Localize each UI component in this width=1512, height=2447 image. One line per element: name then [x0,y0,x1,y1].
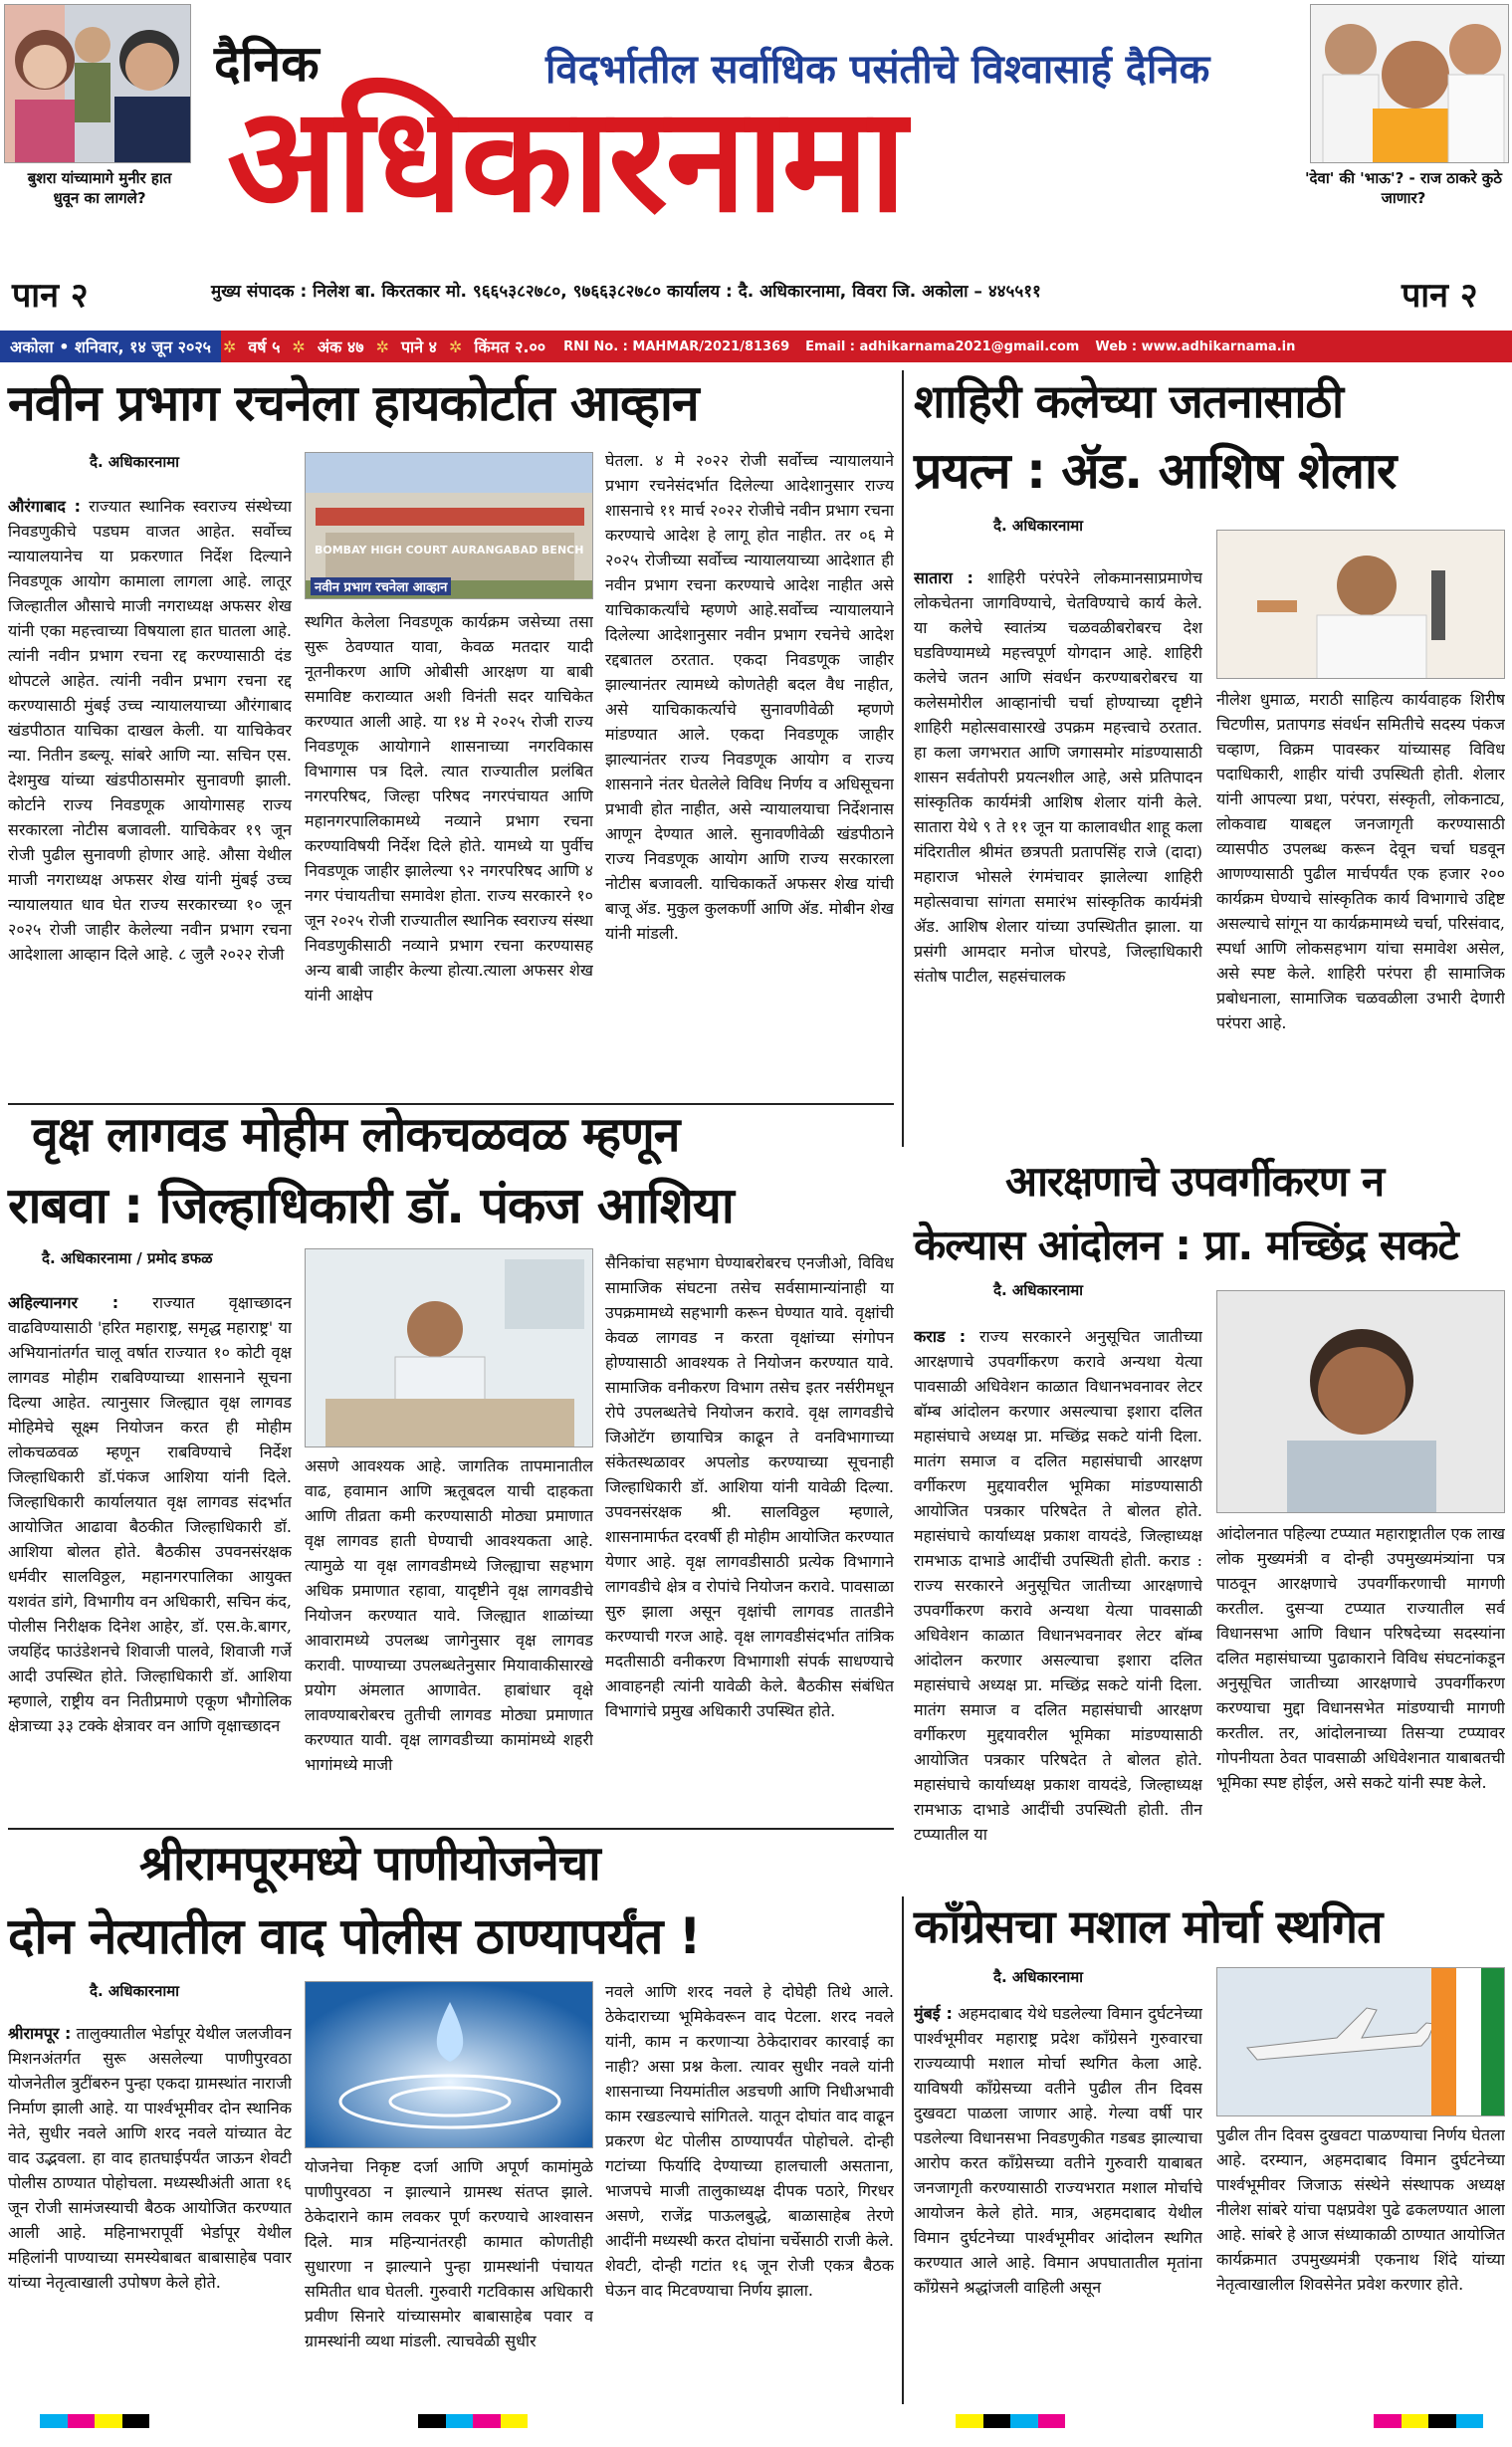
a4-photo [1216,1290,1505,1513]
byline-a2: दै. अधिकारनामा [993,517,1084,535]
masthead-title: अधिकारनामा [227,76,905,245]
email-link[interactable]: Email : adhikarnama2021@gmail.com [805,338,1080,354]
speaker-icon [1217,531,1505,679]
a6-column-2: पुढील तीन दिवस दुखवटा पाळण्याचा निर्णय घेतला आहे. दरम्यान, अहमदाबाद विमान दुर्घटनेच्या पार्श्वभूमीवर जिजाऊ संस्थेने संस्थापक अध्यक्ष नीलेश सांबरे यांचा पक्षप्रवेश पुढे ढकलण्यात आला आहे. सांबरे हे आज संध्याकाळी ठाण्यात आयोजित कार्यक्रमात उपमुख्यमंत्री एकनाथ शिंदे यांच्या नेतृत्वाखालील शिवसेनेत प्रवेश करणार होते. [1216,2125,1505,2294]
headline-a4-line1[interactable]: आरक्षणाचे उपवर्गीकरण न [1005,1157,1385,1206]
a3-column-1 [8,1290,292,1818]
a1-column-3: घेतला. ४ मे २०२२ रोजी सर्वोच्च न्यायालयाने प्रभाग रचनेसंदर्भात दिलेल्या आदेशानुसार राज्य शासनाचे ११ मार्च २०२२ रोजीचे नवीन प्रभाग रचना करण्याचे आदेश हे लागू होत नाहीत. तर ०६ मे २०२५ रोजीच्या सर्वोच्च न्यायालयाच्या आदेशात ही नवीन प्रभाग रचना करण्याचे आदेश नाहीत असे याचिकाकर्त्यांचे म्हणणे आहे.सर्वोच्च न्यायालयाने दिलेल्या आदेशानुसार नवीन प्रभाग रचनेचे आदेश रद्दबातल ठरतात. एकदा निवडणूक जाहीर झाल्यानंतर त्यामध्ये कोणतेही बदल वैध नाहीत, असे याचिकाकर्त्याचे सुनावणीवेळी म्हणणे मांडण्यात आले. एकदा निवडणूक जाहीर झाल्यानंतर राज्य निवडणूक आयोग व राज्य शासनाने नंतर घेतलेले विविध निर्णय व अधिसूचना प्रभावी होत नाहीत, असे न्यायालयाचा निर्देशनास आणून देण्यात आले. सुनावणीवेळी खंडपीठाने राज्य निवडणूक आयोग आणि राज्य सरकारला नोटीस बजावली. याचिकाकर्ते अफसर शेख यांची बाजू ॲड. मुकुल कुलकर्णी आणि ॲड. मोबीन शेख यांनी मांडली. [605,451,894,943]
a6-dateline: मुंबई : [914,2004,953,2023]
left-promo-caption[interactable]: बुशरा यांच्यामागे मुनीर हात धुवून का लागले? [27,169,172,207]
headline-a2-line1[interactable]: शाहिरी कलेच्या जतनासाठी [914,374,1344,428]
a1-photo-sign: BOMBAY HIGH COURT AURANGABAD BENCH [315,544,584,556]
a1-text-1: राज्यात स्थानिक स्वराज्य संस्थेच्या निवडणुकीचे पडघम वाजत आहेत. सर्वोच्च न्यायालयानेच या प्रकरणात निर्देश दिल्याने निवडणूक आयोग कामाला लागला आहे. लातूर जिल्हातील औसाचे माजी नगराध्यक्ष अफसर शेख यांनी एका महत्त्वाच्या विषयाला हात घातला आहे. त्यांनी नवीन प्रभाग रचना रद्द करण्यासाठी दंड थोपटले आहेत. त्यांनी नवीन प्रभाग रचना रद्द करण्यासाठी मुंबई उच्च न्यायालयाच्या औरंगाबाद खंडपीठात याचिका दाखल केली. या याचिकेवर न्या. नितीन डब्ल्यू. सांबरे आणि न्या. सचिन एस. देशमुख यांच्या खंडपीठासमोर सुनावणी झाली. कोर्टाने राज्य निवडणूक आयोगासह राज्य सरकारला नोटीस बजावली. याचिकेवर १९ जून रोजी पुढील सुनावणी होणार आहे. औसा येथील माजी नगराध्यक्ष अफसर शेख यांनी मुंबई उच्च न्यायालयात धाव घेत राज्य सरकारच्या १० जून २०२५ रोजी जाहीर केलेल्या नवीन प्रभाग रचना आदेशाला आव्हान दिले आहे. ८ जुलै २०२२ रोजी [8,497,292,964]
headline-a2-line2[interactable]: प्रयत्न : ॲड. आशिष शेलार [914,442,1397,500]
star-icon: ✲ [222,336,237,356]
airplane-icon [1217,1968,1505,2116]
byline-a3: दै. अधिकारनामा / प्रमोद डफळ [42,1249,213,1267]
a2-text-1: शाहिरी परंपरेने लोकमानसाप्रमाणेच लोकचेतना जागविण्याचे, चेतविण्याचे कार्य केले. या कलेचे स्वातंत्र्य चळवळीबरोबरच देश घडविण्यामध्ये महत्त्वपूर्ण योगदान आहे. शाहिरी कलेचे जतन आणि संवर्धन करण्याबरोबरच या कलेसमोरील आव्हानांची चर्चा होण्याच्या दृष्टीने शाहिरी महोत्सवासारखे उपक्रम महत्त्वाचे ठरतात. हा कला जगभरात आणि जगासमोर मांडण्यासाठी शासन सर्वतोपरी प्रयत्नशील आहे, असे प्रतिपादन सांस्कृतिक कार्यमंत्री आशिष शेलार यांनी केले. सातारा येथे ९ ते ११ जून या कालावधीत शाहू कला मंदिरातील श्रीमंत छत्रपती प्रतापसिंह राजे (दादा) महाराज भोसले रंगमंचावर झालेल्या शाहिरी महोत्सवाचा सांगता समारंभ सांस्कृतिक कार्यमंत्री ॲड. आशिष शेलार यांच्या उपस्थितीत झाला. या प्रसंगी आमदार मनोज घोरपडे, जिल्हाधिकारी संतोष पाटील, सहसंचालक [914,568,1202,986]
a4-text-1: राज्य सरकारने अनुसूचित जातीच्या आरक्षणाचे उपवर्गीकरण करावे अन्यथा येत्या पावसाळी अधिवेशन काळात विधानभवनावर लेटर बॉम्ब आंदोलन करणार असल्याचा इशारा दलित महासंघाचे अध्यक्ष प्रा. मच्छिंद्र सकटे यांनी दिला. मातंग समाज व दलित महासंघाची आरक्षण वर्गीकरण मुद्दयावरील भूमिका मांडण्यासाठी आयोजित पत्रकार परिषदेत ते बोलत होते. महासंघाचे कार्याध्यक्ष प्रकाश वायदंडे, जिल्हाध्यक्ष रामभाऊ दाभाडे आदींची उपस्थिती होती. कराड : राज्य सरकारने अनुसूचित जातीच्या आरक्षणाचे उपवर्गीकरण करावे अन्यथा येत्या पावसाळी अधिवेशन काळात विधानभवनावर लेटर बॉम्ब आंदोलन करणार असल्याचा इशारा दलित महासंघाचे अध्यक्ष प्रा. मच्छिंद्र सकटे यांनी दिला. मातंग समाज व दलित महासंघाची आरक्षण वर्गीकरण मुद्दयावरील भूमिका मांडण्यासाठी आयोजित पत्रकार परिषदेत ते बोलत होते. महासंघाचे कार्याध्यक्ष प्रकाश वायदंडे, जिल्हाध्यक्ष रामभाऊ दाभाडे आदींची उपस्थिती होती. तीन टप्प्यातील या [914,1327,1202,1844]
a3-dateline: अहिल्यानगर : [8,1293,119,1312]
left-promo-photo [4,4,191,163]
byline-a6: दै. अधिकारनामा [993,1968,1084,1986]
divider [8,1828,894,1830]
a5-column-2: योजनेचा निकृष्ट दर्जा आणि अपूर्ण कामांमुळे पाणीपुरवठा न झाल्याने ग्रामस्थ संतप्त झाले. ठेकेदाराने काम लवकर पूर्ण करण्याचे आश्वासन दिले. मात्र महिन्यानंतरही कामात कोणतीही सुधारणा न झाल्याने पुन्हा ग्रामस्थांनी पंचायत समितीत धाव घेतली. गुरुवारी गटविकास अधिकारी प्रवीण सिनारे यांच्यासमोर बाबासाहेब पवार व ग्रामस्थांनी व्यथा मांडली. त्याचवेळी सुधीर [305,2157,593,2350]
portrait-icon [1217,1291,1505,1513]
a4-column-1 [914,1324,1202,1891]
star-icon: ✲ [375,336,389,356]
meeting-icon [306,1249,593,1447]
a6-photo [1216,1967,1505,2116]
issue-label: अंक ४७ [317,337,364,356]
photo-icon [5,5,191,163]
a5-photo [305,1981,593,2148]
water-drop-icon [306,1982,593,2148]
registration-marks [40,2414,149,2428]
star-icon: ✲ [292,336,306,356]
a2-dateline: सातारा : [914,568,973,587]
a5-dateline: श्रीरामपूर : [8,2024,72,2043]
registration-marks [1374,2414,1483,2428]
editor-line: मुख्य संपादक : निलेश बा. किरतकार मो. ९६६५३८२७८०, ९७६६३८२७८० कार्यालय : दै. अधिकारनामा, विवरा जि. अकोला – ४४५५११ [211,282,1041,302]
a1-dateline: औरंगाबाद : [8,497,81,516]
price-label: किंमत २.०० [474,337,546,356]
a5-text-1: तालुक्यातील भेर्डापूर येथील जलजीवन मिशनअंतर्गत सुरू असलेल्या पाणीपुरवठा योजनेतील त्रुटींबरुन पुन्हा एकदा ग्रामस्थांत नाराजी निर्माण झाली आहे. या पार्श्वभूमीवर दोन स्थानिक नेते, सुधीर नवले आणि शरद नवले यांच्यात वेट वाद उद्भवला. हा वाद हातघाईपर्यंत जाऊन शेवटी पोलीस ठाण्यात पोहोचला. मध्यस्थीअंती आता १६ जून रोजी सामंजस्याची बैठक आयोजित करण्यात आली आहे. महिनाभरापूर्वी भेर्डापूर येथील महिलांनी पाण्याच्या समस्येबाबत बाबासाहेब पवार यांच्या नेतृत्वाखाली उपोषण केले होते. [8,2024,292,2292]
a3-photo [305,1248,593,1447]
year-label: वर्ष ५ [248,337,281,356]
a2-column-2: नीलेश धुमाळ, मराठी साहित्य कार्यवाहक शिरीष चिटणीस, प्रतापगड संवर्धन समितीचे सदस्य पंकज चव्हाण, विक्रम पावस्कर यांच्यासह विविध पदाधिकारी, शाहीर यांची उपस्थिती होती. शेलार यांनी आपल्या प्रथा, परंपरा, संस्कृती, लोकनाट्य, लोकवाद्य याबद्दल जनजागृती करण्यासाठी व्यासपीठ उपलब्ध करून देवून चर्चा घडवून आणण्यासाठी पुढील मार्चपर्यंत एक हजार २०० कार्यक्रम घेण्याचे सांस्कृतिक कार्य विभागाचे उद्दिष्ट असल्याचे सांगून या कार्यक्रमामध्ये चर्चा, परिसंवाद, स्पर्धा आणि लोकसहभाग यांचा समावेश असेल, असे स्पष्ट केले. शाहिरी परंपरा ही सामाजिक प्रबोधनाला, सामाजिक चळवळीला उभारी देणारी परंपरा आहे. [1216,690,1505,1032]
right-promo-caption[interactable]: 'देवा' की 'भाऊ'? - राज ठाकरे कुठे जाणार? [1304,169,1503,207]
pages-label: पाने ४ [400,337,437,356]
a6-text-1: अहमदाबाद येथे घडलेल्या विमान दुर्घटनेच्या पार्श्वभूमीवर महाराष्ट्र प्रदेश काँग्रेसने गुरुवारचा राज्यव्यापी मशाल मोर्चा स्थगित केला आहे. याविषयी काँग्रेसच्या वतीने पुढील तीन दिवस दुखवटा पाळला जाणार आहे. गेल्या वर्षी पार पडलेल्या विधानसभा निवडणुकीत गडबड झाल्याचा आरोप करत काँग्रेसच्या वतीने गुरुवारी याबाबत जनजागृती करण्यासाठी राज्यभरात मशाल मोर्चाचे आयोजन केले होते. मात्र, अहमदाबाद येथील विमान दुर्घटनेच्या पार्श्वभूमीवर आंदोलन स्थगित करण्यात आले आहे. विमान अपघातातील मृतांना काँग्रेसने श्रद्धांजली वाहिली असून [914,2004,1202,2297]
divider [902,1896,904,2404]
info-bar [0,331,1512,362]
a3-column-2: असणे आवश्यक आहे. जागतिक तापमानातील वाढ, हवामान आणि ऋतूबदल याची दाहकता आणि तीव्रता कमी करण्यासाठी मोठ्या प्रमाणात वृक्ष लागवड हाती घेण्याची आवश्यकता आहे. त्यामुळे या वृक्ष लागवडीमध्ये जिल्ह्याचा सहभाग अधिक प्रमाणात रहावा, यादृष्टीने वृक्ष लागवडीचे नियोजन करण्यात यावे. जिल्ह्यात शाळांच्या आवारामध्ये उपलब्ध जागेनुसार वृक्ष लागवड करावी. पाण्याच्या उपलब्धतेनुसार मियावाकीसारखे प्रयोग अंमलात आणावेत. हाबांधार वृक्षे लावण्याबरोबरच तुतीची लागवड मोठ्या प्रमाणात करण्यात यावी. वृक्ष लागवडीच्या कामांमध्ये शहरी भागांमध्ये माजी [305,1456,593,1774]
headline-a4-line2[interactable]: केल्यास आंदोलन : प्रा. मच्छिंद्र सकटे [914,1221,1458,1269]
city-date: अकोला • शनिवार, १४ जून २०२५ [0,331,221,362]
a2-photo [1216,530,1505,679]
headline-a3-line1[interactable]: वृक्ष लागवड मोहीम लोकचळवळ म्हणून [32,1107,680,1163]
registration-marks [418,2414,528,2428]
headline-a6[interactable]: काँग्रेसचा मशाल मोर्चा स्थगित [914,1899,1383,1953]
photo-icon [1311,5,1509,163]
a1-column-2: स्थगित केलेला निवडणूक कार्यक्रम जसेच्या तसा सुरू ठेवण्यात यावा, केवळ मतदार यादी नूतनीकरण आणि ओबीसी आरक्षण या बाबी समाविष्ट कराव्यात अशी विनंती सदर याचिकेत करण्यात आली आहे. या १४ मे २०२५ रोजी राज्य निवडणूक आयोगाने शासनाच्या नगरविकास विभागास पत्र दिले. त्यात राज्यातील प्रलंबित नगरपरिषद, जिल्हा परिषद नगरपंचायत आणि महानगरपालिकामध्ये नव्याने प्रभाग रचना करण्याविषयी निर्देश दिले होते. यामध्ये या पुर्वीच निवडणूक जाहीर झालेल्या ९२ नगरपरिषद आणि ४ नगर पंचायतीचा समावेश होता. राज्य सरकारने १० जून २०२५ रोजी राज्यातील स्थानिक स्वराज्य संस्था निवडणुकीसाठी नव्याने प्रभाग रचना करण्यासह अन्य बाबी जाहीर केल्या होत्या.त्याला अफसर शेख यांनी आक्षेप [305,612,593,1004]
registration-marks [956,2414,1065,2428]
star-icon: ✲ [448,336,463,356]
a5-column-3: नवले आणि शरद नवले हे दोघेही तिथे आले. ठेकेदाराच्या भूमिकेवरून वाद पेटला. शरद नवले यांनी, काम न करणाऱ्या ठेकेदारावर कारवाई का नाही? असा प्रश्न केला. त्यावर सुधीर नवले यांनी शासनाच्या नियमांतील अडचणी आणि निधीअभावी काम रखडल्याचे सांगितले. यातून दोघांत वाद वाढून प्रकरण थेट पोलीस ठाण्यापर्यंत पोहोचले. दोन्ही गटांच्या फिर्यादि देण्याच्या हालचाली असताना, भाजपचे माजी तालुकाध्यक्ष दीपक पठारे, गिरधर असणे, राजेंद्र पाऊलबुद्धे, बाळासाहेब तेरणे आदींनी मध्यस्थी करत दोघांना चर्चेसाठी राजी केले. शेवटी, दोन्ही गटांत १६ जून रोजी एकत्र बैठक घेऊन वाद मिटवण्याचा निर्णय झाला. [605,1982,894,2300]
a4-column-2: आंदोलनात पहिल्या टप्प्यात महाराष्ट्रातील एक लाख लोक मुख्यमंत्री व दोन्ही उपमुख्यमंत्र्यांना पत्र पाठवून आरक्षणाचे उपवर्गीकरणाची मागणी करतील. दुसऱ्या टप्प्यात राज्यातील सर्व विधानसभा आणि विधान परिषदेच्या सदस्यांना दलित महासंघाच्या पुढाकाराने विविध संघटनांकडून अनुसूचित जातीच्या आरक्षणाचे उपवर्गीकरण करण्याचा मुद्दा विधानसभेत मांडण्याची मागणी करतील. तर, आंदोलनाच्या तिसऱ्या टप्प्यावर गोपनीयता ठेवत पावसाळी अधिवेशनात याबाबतची भूमिका स्पष्ट होईल, असे सकटे यांनी स्पष्ट केले. [1216,1524,1505,1792]
page-number-left: पान २ [12,276,89,316]
byline-a5: दै. अधिकारनामा [90,1982,180,2000]
headline-a5-line2[interactable]: दोन नेत्यातील वाद पोलीस ठाण्यापर्यंत ! [8,1907,701,1965]
a1-photo-overlay: नवीन प्रभाग रचनेला आव्हान [311,577,451,595]
divider [8,1103,894,1105]
headline-a3-line2[interactable]: राबवा : जिल्हाधिकारी डॉ. पंकज आशिया [8,1177,734,1234]
a6-column-1 [914,2001,1202,2399]
a3-column-3: सैनिकांचा सहभाग घेण्याबरोबरच एनजीओ, विविध सामाजिक संघटना तसेच सर्वसामान्यांनाही या उपक्रमामध्ये सहभागी करून घेण्यात यावे. वृक्षांची केवळ लागवड न करता वृक्षांच्या संगोपन होण्यासाठी आवश्यक ते नियोजन करण्यात यावे. सामाजिक वनीकरण विभाग तसेच इतर नर्सरीमधून रोपे उपलब्धतेचे नियोजन करावे. वृक्ष लागवडीचे जिओटॅग छायाचित्र काढून ते वनविभागाच्या संकेतस्थळावर अपलोड करण्याच्या सूचनाही जिल्हाधिकारी डॉ. आशिया यांनी यावेळी दिल्या. उपवनसंरक्षक श्री. सालविठ्ठल म्हणाले, शासनामार्फत दरवर्षी ही मोहीम आयोजित करण्यात येणार आहे. वृक्ष लागवडीसाठी प्रत्येक विभागाने लागवडीचे क्षेत्र व रोपांचे नियोजन करावे. पावसाळा सुरु झाला असून वृक्षांची लागवड तातडीने करण्याची गरज आहे. वृक्ष लागवडीसंदर्भात तांत्रिक मदतीसाठी वनीकरण विभागाशी संपर्क साधण्याचे आवाहनही त्यांनी यावेळी केले. बैठकीस संबंधित विभागांचे प्रमुख अधिकारी उपस्थित होते. [605,1253,894,1720]
divider [902,370,904,1147]
byline-a4: दै. अधिकारनामा [993,1281,1084,1299]
right-promo-photo [1310,4,1509,163]
a1-column-1 [8,494,292,1096]
a3-text-1: राज्यात वृक्षाच्छादन वाढविण्यासाठी 'हरित महाराष्ट्र, समृद्ध महाराष्ट्र' या अभियानांतर्गत चालू वर्षात राज्यात १० कोटी वृक्ष लागवड मोहीम राबविण्याच्या शासनाने सूचना दिल्या आहेत. त्यानुसार जिल्ह्यात वृक्ष लागवड मोहिमेचे सूक्ष्म नियोजन करत ही मोहीम लोकचळवळ म्हणून राबविण्याचे निर्देश जिल्हाधिकारी डॉ.पंकज आशिया यांनी दिले. जिल्हाधिकारी कार्यालयात वृक्ष लागवड संदर्भात आयोजित आढावा बैठकीत जिल्हाधिकारी डॉ. आशिया बोलत होते. बैठकीस उपवनसंरक्षक धर्मवीर सालविठ्ठल, महानगरपालिका आयुक्त यशवंत डांगे, विभागीय वन अधिकारी, सचिन कंद, पोलीस निरीक्षक दिनेश आहेर, डॉ. एस.के.बागर, जयहिंद फाउंडेशनचे शिवाजी पालवे, शिवाजी गर्जे आदी उपस्थित होते. जिल्हाधिकारी डॉ. आशिया म्हणाले, राष्ट्रीय वन नितीप्रमाणे एकूण भौगोलिक क्षेत्राच्या ३३ टक्के क्षेत्रावर वन आणि वृक्षाच्छादन [8,1293,292,1735]
a5-column-1 [8,2021,292,2399]
a2-column-1 [914,565,1202,1153]
headline-a5-line1[interactable]: श्रीरामपूरमध्ये पाणीयोजनेचा [139,1836,600,1891]
a4-dateline: कराड : [914,1327,967,1346]
masthead-tagline: विदर्भातील सर्वाधिक पसंतीचे विश्वासार्ह दैनिक [545,47,1210,93]
byline-a1: दै. अधिकारनामा [90,453,180,471]
headline-a1[interactable]: नवीन प्रभाग रचनेला हायकोर्टात आव्हान [8,374,699,432]
masthead-prefix: दैनिक [214,35,320,93]
website-link[interactable]: Web : www.adhikarnama.in [1095,338,1296,354]
page-number-right: पान २ [1402,276,1478,316]
rni-label: RNI No. : MAHMAR/2021/81369 [563,338,790,354]
